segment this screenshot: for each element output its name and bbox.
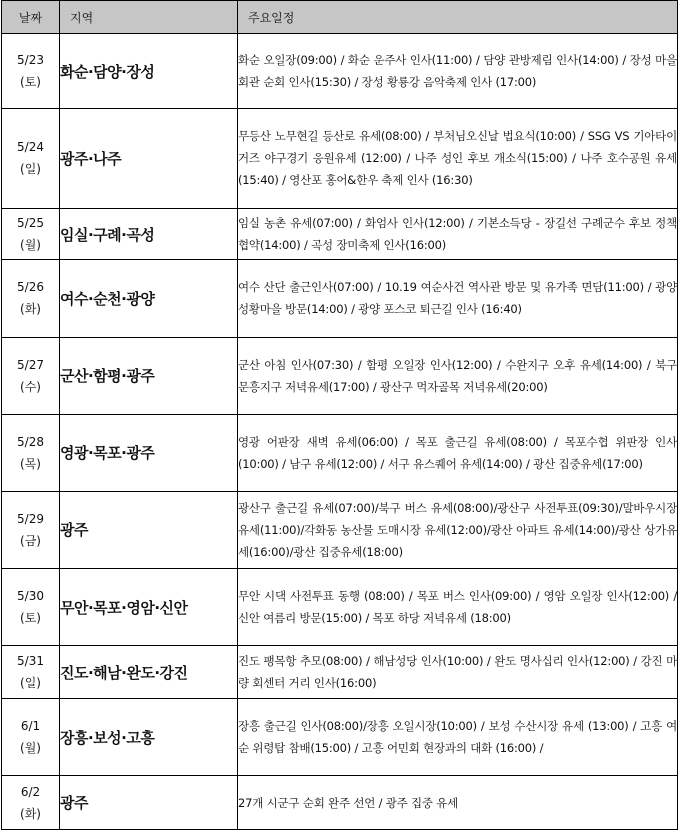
table-row (2, 337, 678, 414)
schedule-cell: 여수 산단 출근인사(07:00) / 10.19 여순사건 역사관 방문 및 유가족 면담(11:00) / 광양 성황마을 방문(14:00) / 광양 포스코 퇴근길 인사 (16:40) (238, 260, 678, 337)
date: 5/25 (17, 216, 44, 230)
region-cell: 장흥·보성·고흥 (60, 698, 238, 775)
region-cell: 여수·순천·광양 (60, 260, 238, 337)
table-row (2, 260, 678, 337)
date-cell (2, 698, 60, 775)
date-cell (2, 208, 60, 260)
table-row (2, 646, 678, 699)
region-cell: 임실·구례·곡성 (60, 208, 238, 260)
date: 5/24 (17, 140, 44, 155)
date: 5/23 (17, 53, 44, 68)
date: 5/27 (17, 357, 44, 372)
weekday: (일) (20, 676, 41, 691)
schedule-cell: 임실 농촌 유세(07:00) / 화엄사 인사(12:00) / 기본소득당 - 장길선 구례군수 후보 정책협약(14:00) / 곡성 장미축제 인사(16:00) (238, 208, 678, 260)
schedule-cell: 광산구 출근길 유세(07:00)/북구 버스 유세(08:00)/광산구 사전투표(09:30)/말바우시장 유세(11:00)/각화동 농산물 도매시장 유세(12:00)/광산 아파트 유세(14:00)/광산 상가유세(16:00)/광산 집중유세(18:00) (238, 491, 678, 568)
weekday: (금) (20, 533, 41, 548)
date-cell (2, 491, 60, 568)
date-cell (2, 34, 60, 109)
schedule-cell: 진도 팽목항 추모(08:00) / 해남성당 인사(10:00) / 완도 명사십리 인사(12:00) / 강진 마량 회센터 거리 인사(16:00) (238, 646, 678, 699)
weekday: (월) (20, 238, 41, 252)
table-row (2, 34, 678, 109)
date: 5/31 (17, 654, 44, 669)
schedule-cell: 영광 어판장 새벽 유세(06:00) / 목포 출근길 유세(08:00) / 목포수협 위판장 인사(10:00) / 남구 유세(12:00) / 서구 유스퀘어 유세(14:00) / 광산 집중유세(17:00) (238, 414, 678, 491)
table-row (2, 698, 678, 775)
table-row (2, 208, 678, 260)
schedule-cell: 무안 시댁 사전투표 동행 (08:00) / 목포 버스 인사(09:00) / 영암 오일장 인사(12:00) / 신안 여름리 방문(15:00) / 목포 하당 저녁유세 (18:00) (238, 569, 678, 646)
date-cell (2, 569, 60, 646)
region-cell: 군산·함평·광주 (60, 337, 238, 414)
schedule-cell: 장흥 출근길 인사(08:00)/장흥 오일시장(10:00) / 보성 수산시장 유세 (13:00) / 고흥 여순 위령탑 참배(15:00) / 고흥 어민회 현장과의 대화 (16:00) / (238, 698, 678, 775)
date: 6/1 (20, 719, 41, 734)
date-cell (2, 414, 60, 491)
date: 5/29 (17, 511, 44, 526)
date: 5/26 (17, 280, 44, 295)
weekday: (토) (20, 611, 41, 626)
weekday: (토) (20, 75, 41, 90)
region-cell: 영광·목포·광주 (60, 414, 238, 491)
header-region: 지역 (60, 1, 238, 34)
date: 5/28 (17, 434, 44, 449)
region-cell: 무안·목포·영암·신안 (60, 569, 238, 646)
table-row (2, 109, 678, 209)
header-row (2, 1, 678, 34)
weekday: (일) (20, 162, 41, 177)
date-cell (2, 109, 60, 209)
weekday: (화) (20, 302, 41, 317)
date-cell (2, 260, 60, 337)
region-cell: 진도·해남·완도·강진 (60, 646, 238, 699)
schedule-cell: 군산 아침 인사(07:30) / 함평 오일장 인사(12:00) / 수완지구 오후 유세(14:00) / 북구 문흥지구 저녁유세(17:00) / 광산구 먹자골목 저녁유세(20:00) (238, 337, 678, 414)
table-row (2, 569, 678, 646)
region-cell: 광주 (60, 776, 238, 830)
table-row (2, 776, 678, 830)
region-cell: 광주 (60, 491, 238, 568)
date-cell (2, 646, 60, 699)
weekday: (화) (20, 806, 41, 821)
header-date: 날짜 (2, 1, 60, 34)
date-cell (2, 776, 60, 830)
date-cell (2, 337, 60, 414)
region-cell: 화순·담양·장성 (60, 34, 238, 109)
schedule-cell: 무등산 노무현길 등산로 유세(08:00) / 부처님오신날 법요식(10:00) / SSG VS 기아타이거즈 야구경기 응원유세 (12:00) / 나주 성인 후보 개소식(15:00) / 나주 호수공원 유세(15:40) / 영산포 홍어&한우 축제 인사 (16:30) (238, 109, 678, 209)
date: 6/2 (20, 784, 41, 799)
header-schedule: 주요일정 (238, 1, 678, 34)
weekday: (수) (20, 379, 41, 394)
table-row (2, 491, 678, 568)
table-row (2, 414, 678, 491)
region-cell: 광주·나주 (60, 109, 238, 209)
weekday: (월) (20, 741, 41, 756)
weekday: (목) (20, 456, 41, 471)
schedule-table (1, 0, 678, 830)
date: 5/30 (17, 589, 44, 604)
schedule-cell: 27개 시군구 순회 완주 선언 / 광주 집중 유세 (238, 776, 678, 830)
schedule-cell: 화순 오일장(09:00) / 화순 운주사 인사(11:00) / 담양 관방제림 인사(14:00) / 장성 마을회관 순회 인사(15:30) / 장성 황룡강 음악축제 인사 (17:00) (238, 34, 678, 109)
